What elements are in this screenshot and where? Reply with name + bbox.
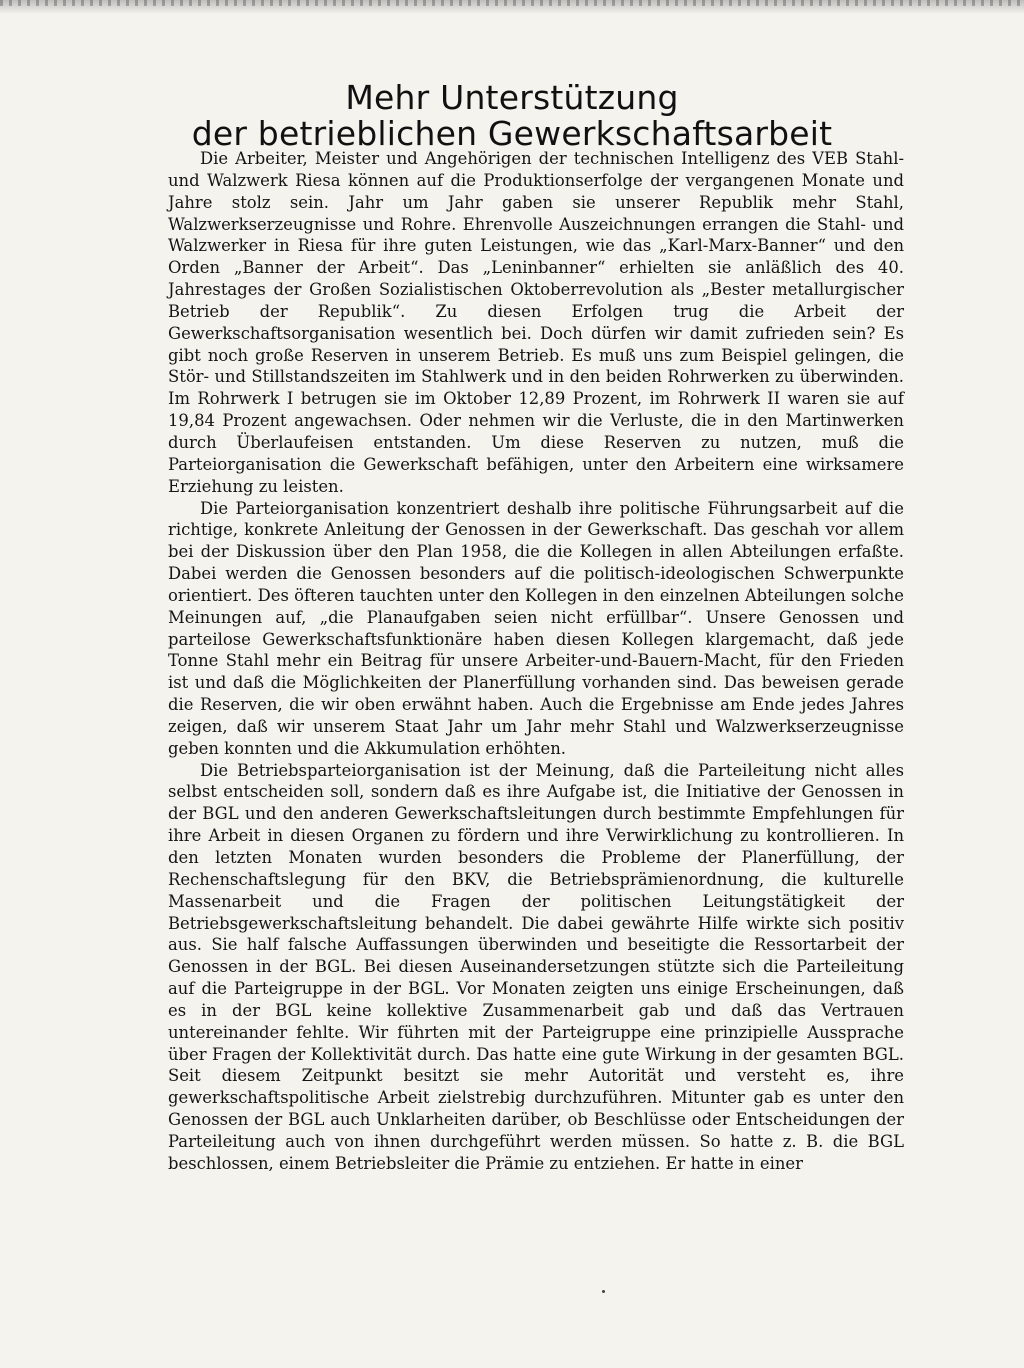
article-title-line-2: der betrieblichen Gewerkschaftsarbeit bbox=[191, 114, 833, 153]
paragraph-3: Die Betriebsparteiorganisation ist der Meinung, daß die Parteileitung nicht alles selbst entscheiden soll, sondern daß es ihre Aufgabe ist, die Initiative der Genossen in der BGL und den anderen Gewerkschaftsleitungen durch bestimmte Empfehlungen für ihre Arbeit in diesen Organen zu fördern und ihre Verwirklichung zu kontrollieren. In den letzten Monaten wurden besonders die Probleme der Planerfüllung, der Rechenschaftslegung für den BKV, die Betriebsprämienordnung, die kulturelle Massenarbeit und die Fragen der politischen Leitungstätigkeit der Betriebsgewerkschaftsleitung behandelt. Die dabei gewährte Hilfe wirkte sich positiv aus. Sie half falsche Auffassungen überwinden und beseitigte die Ressortarbeit der Genossen in der BGL. Bei diesen Auseinandersetzungen stützte sich die Parteileitung auf die Parteigruppe in der BGL. Vor Monaten zeigten uns einige Erscheinungen, daß es in der BGL keine kollektive Zusammenarbeit gab und daß das Vertrauen untereinander fehlte. Wir führten mit der Parteigruppe eine prinzipielle Aussprache über Fragen der Kollektivität durch. Das hatte eine gute Wirkung in der gesamten BGL. Seit diesem Zeitpunkt besitzt sie mehr Autorität und versteht es, ihre gewerkschaftspolitische Arbeit zielstrebig durchzuführen. Mitunter gab es unter den Genossen der BGL auch Unklarheiten darüber, ob Beschlüsse oder Entscheidungen der Parteileitung auch von ihnen durchgeführt werden müssen. So hatte z. B. die BGL beschlossen, einem Betriebsleiter die Prämie zu entziehen. Er hatte in einer bbox=[168, 760, 904, 1173]
paragraph-2: Die Parteiorganisation konzentriert deshalb ihre politische Führungsarbeit auf die richtige, konkrete Anleitung der Genossen in der Gewerkschaft. Das geschah vor allem bei der Diskussion über den Plan 1958, die die Kollegen in allen Abteilungen erfaßte. Dabei werden die Genossen besonders auf die politisch-ideologischen Schwerpunkte orientiert. Des öfteren tauchten unter den Kollegen in den einzelnen Abteilungen solche Meinungen auf, „die Planaufgaben seien nicht erfüllbar“. Unsere Genossen und parteilose Gewerkschaftsfunktionäre haben diesen Kollegen klargemacht, daß jede Tonne Stahl mehr ein Beitrag für unsere Arbeiter-und-Bauern-Macht, für den Frieden ist und daß die Möglichkeiten der Planerfüllung vorhanden sind. Das beweisen gerade die Reserven, die wir oben erwähnt haben. Auch die Ergebnisse am Ende jedes Jahres zeigen, daß wir unserem Staat Jahr um Jahr mehr Stahl und Walzwerkserzeugnisse geben konnten und die Akkumulation erhöhten. bbox=[168, 498, 904, 758]
article-body bbox=[168, 148, 904, 1175]
scan-top-edge-noise bbox=[0, 0, 1024, 6]
paragraph-1: Die Arbeiter, Meister und Angehörigen der technischen Intelligenz des VEB Stahl- und Walzwerk Riesa können auf die Produktionserfolge der vergangenen Monate und Jahre stolz sein. Jahr um Jahr gaben sie unserer Republik mehr Stahl, Walzwerkserzeugnisse und Rohre. Ehrenvolle Auszeichnungen errangen die Stahl- und Walzwerker in Riesa für ihre guten Leistungen, wie das „Karl-Marx-Banner“ und den Orden „Banner der Arbeit“. Das „Leninbanner“ erhielten sie anläßlich des 40. Jahrestages der Großen Sozialistischen Oktoberrevolution als „Bester metallurgischer Betrieb der Republik“. Zu diesen Erfolgen trug die Arbeit der Gewerkschaftsorganisation wesentlich bei. Doch dürfen wir damit zufrieden sein? Es gibt noch große Reserven in unserem Betrieb. Es muß uns zum Beispiel gelingen, die Stör- und Stillstandszeiten im Stahlwerk und in den beiden Rohrwerken zu überwinden. Im Rohrwerk I betrugen sie im Oktober 12,89 Prozent, im Rohrwerk II waren sie auf 19,84 Prozent angewachsen. Oder nehmen wir die Verluste, die in den Martinwerken durch Überlaufeisen entstanden. Um diese Reserven zu nutzen, muß die Parteiorganisation die Gewerkschaft befähigen, unter den Arbeitern eine wirksamere Erziehung zu leisten. bbox=[168, 149, 904, 496]
scan-speck bbox=[602, 1290, 605, 1293]
article-title-line-1: Mehr Unterstützung bbox=[345, 78, 679, 117]
